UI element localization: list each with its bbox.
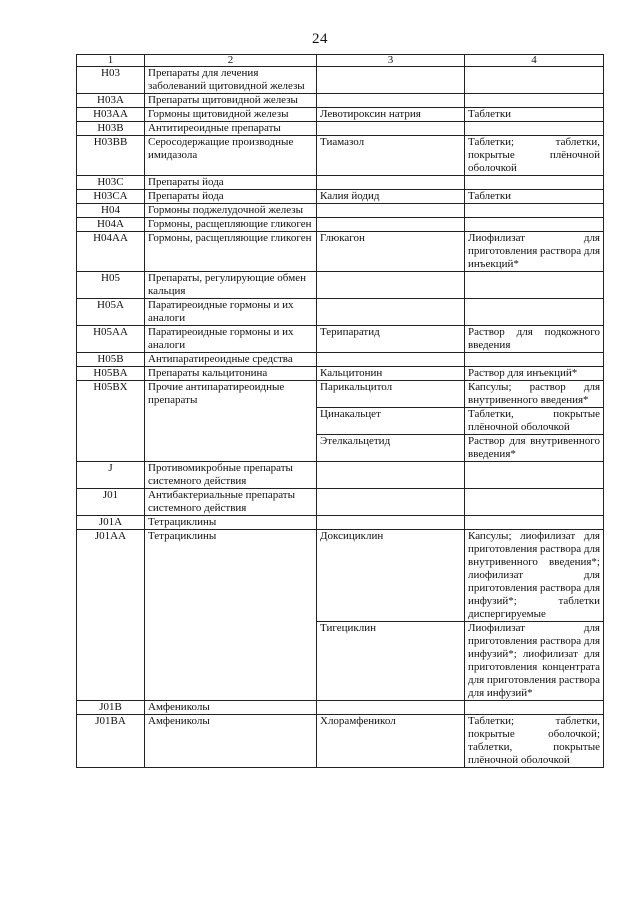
group-name: Антитиреоидные препараты: [145, 122, 317, 136]
table-row: [77, 136, 604, 176]
column-header: 2: [145, 55, 317, 67]
group-name: Препараты для лечения заболеваний щитовидной железы: [145, 67, 317, 94]
table-row: [77, 108, 604, 122]
group-name: Гормоны, расщепляющие гликоген: [145, 232, 317, 272]
atc-code: H05B: [77, 353, 145, 367]
drug-name: Хлорамфеникол: [317, 715, 465, 768]
atc-code: H03BB: [77, 136, 145, 176]
table-row: [77, 272, 604, 299]
table-row: [77, 353, 604, 367]
dosage-form: Раствор для внутривенного введения*: [465, 435, 604, 462]
group-name: Противомикробные препараты системного действия: [145, 462, 317, 489]
atc-code: H05BA: [77, 367, 145, 381]
atc-code: H03A: [77, 94, 145, 108]
dosage-form: [465, 122, 604, 136]
drug-name: [317, 272, 465, 299]
drug-name: Парикальцитол: [317, 381, 465, 408]
drug-name: Этелкальцетид: [317, 435, 465, 462]
atc-code: H04AA: [77, 232, 145, 272]
column-header: 1: [77, 55, 145, 67]
drug-name: Глюкагон: [317, 232, 465, 272]
group-name: Прочие антипаратиреоидные препараты: [145, 381, 317, 462]
drug-name: Калия йодид: [317, 190, 465, 204]
drug-name: [317, 94, 465, 108]
column-header: 4: [465, 55, 604, 67]
atc-code: H03CA: [77, 190, 145, 204]
drug-name: [317, 516, 465, 530]
drug-name: [317, 204, 465, 218]
dosage-form: [465, 516, 604, 530]
dosage-form: Таблетки: [465, 190, 604, 204]
table-row: [77, 326, 604, 353]
group-name: Препараты йода: [145, 176, 317, 190]
drug-name: [317, 462, 465, 489]
atc-code: H04: [77, 204, 145, 218]
atc-code: H03AA: [77, 108, 145, 122]
group-name: Гормоны щитовидной железы: [145, 108, 317, 122]
table-row: [77, 701, 604, 715]
atc-code: H05: [77, 272, 145, 299]
group-name: Амфениколы: [145, 715, 317, 768]
drug-name: Кальцитонин: [317, 367, 465, 381]
group-name: Антипаратиреоидные средства: [145, 353, 317, 367]
atc-code: H05AA: [77, 326, 145, 353]
atc-code: H03C: [77, 176, 145, 190]
atc-code: J01A: [77, 516, 145, 530]
group-name: Антибактериальные препараты системного действия: [145, 489, 317, 516]
table-row: [77, 232, 604, 272]
dosage-form: Таблетки; таблетки, покрытые плёночной оболочкой: [465, 136, 604, 176]
table-row: [77, 299, 604, 326]
table-row: [77, 489, 604, 516]
group-name: Препараты щитовидной железы: [145, 94, 317, 108]
atc-code: H05BX: [77, 381, 145, 462]
table-row: [77, 67, 604, 94]
drug-name: Терипаратид: [317, 326, 465, 353]
group-name: Амфениколы: [145, 701, 317, 715]
drug-name: Доксициклин: [317, 530, 465, 622]
drug-name: Цинакальцет: [317, 408, 465, 435]
table-row: [77, 204, 604, 218]
column-header: 3: [317, 55, 465, 67]
group-name: Паратиреоидные гормоны и их аналоги: [145, 299, 317, 326]
group-name: Тетрациклины: [145, 530, 317, 701]
page-number: 24: [312, 31, 328, 47]
table-row: [77, 190, 604, 204]
drug-classification-table: [76, 54, 604, 768]
group-name: Препараты, регулирующие обмен кальция: [145, 272, 317, 299]
table-row: [77, 94, 604, 108]
group-name: Тетрациклины: [145, 516, 317, 530]
dosage-form: Капсулы; раствор для внутривенного введения*: [465, 381, 604, 408]
atc-code: H03B: [77, 122, 145, 136]
atc-code: J: [77, 462, 145, 489]
group-name: Препараты йода: [145, 190, 317, 204]
dosage-form: [465, 94, 604, 108]
table-row: [77, 462, 604, 489]
group-name: Гормоны поджелудочной железы: [145, 204, 317, 218]
drug-name: Левотироксин натрия: [317, 108, 465, 122]
dosage-form: [465, 353, 604, 367]
dosage-form: Капсулы; лиофилизат для приготовления раствора для внутривенного введения*; лиофилизат для приготовления раствора для инфузий*; таблетки диспергируемые: [465, 530, 604, 622]
table-row: [77, 218, 604, 232]
drug-name: [317, 299, 465, 326]
table-header-row: [77, 55, 604, 67]
table-row: [77, 516, 604, 530]
group-name: Серосодержащие производные имидазола: [145, 136, 317, 176]
table-row: [77, 367, 604, 381]
atc-code: J01B: [77, 701, 145, 715]
dosage-form: Таблетки, покрытые плёночной оболочкой: [465, 408, 604, 435]
table-row: [77, 715, 604, 768]
table-row: [77, 176, 604, 190]
drug-name: [317, 122, 465, 136]
drug-name: [317, 218, 465, 232]
dosage-form: [465, 272, 604, 299]
dosage-form: Лиофилизат для приготовления раствора для инъекций*: [465, 232, 604, 272]
atc-code: J01: [77, 489, 145, 516]
drug-name: Тигециклин: [317, 622, 465, 701]
dosage-form: Таблетки; таблетки, покрытые оболочкой; таблетки, покрытые плёночной оболочкой: [465, 715, 604, 768]
group-name: Гормоны, расщепляющие гликоген: [145, 218, 317, 232]
atc-code: H03: [77, 67, 145, 94]
drug-name: [317, 353, 465, 367]
table-row: [77, 381, 604, 408]
group-name: Препараты кальцитонина: [145, 367, 317, 381]
drug-name: Тиамазол: [317, 136, 465, 176]
drug-name: [317, 701, 465, 715]
atc-code: H04A: [77, 218, 145, 232]
atc-code: J01BA: [77, 715, 145, 768]
dosage-form: [465, 489, 604, 516]
dosage-form: [465, 462, 604, 489]
dosage-form: [465, 218, 604, 232]
drug-name: [317, 67, 465, 94]
atc-code: J01AA: [77, 530, 145, 701]
dosage-form: Раствор для подкожного введения: [465, 326, 604, 353]
table-row: [77, 530, 604, 622]
dosage-form: [465, 299, 604, 326]
group-name: Паратиреоидные гормоны и их аналоги: [145, 326, 317, 353]
dosage-form: [465, 204, 604, 218]
dosage-form: Лиофилизат для приготовления раствора для инфузий*; лиофилизат для приготовления концентрата для приготовления раствора для инфузий*: [465, 622, 604, 701]
dosage-form: [465, 701, 604, 715]
atc-code: H05A: [77, 299, 145, 326]
dosage-form: Таблетки: [465, 108, 604, 122]
drug-name: [317, 489, 465, 516]
drug-name: [317, 176, 465, 190]
dosage-form: Раствор для инъекций*: [465, 367, 604, 381]
dosage-form: [465, 176, 604, 190]
table-row: [77, 122, 604, 136]
dosage-form: [465, 67, 604, 94]
table-body: [77, 67, 604, 768]
